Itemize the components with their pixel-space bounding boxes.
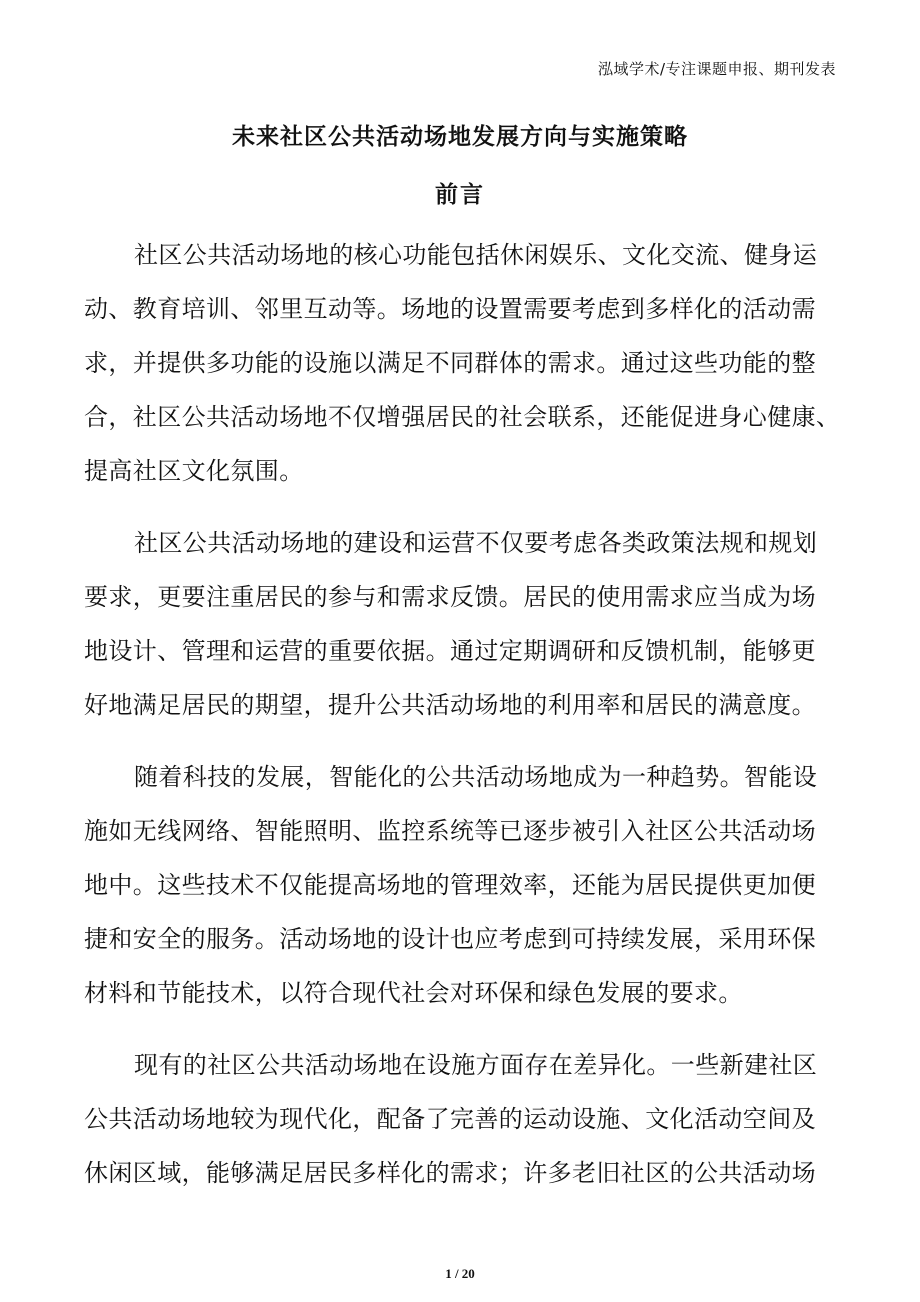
page-number: 1 / 20 (445, 1266, 475, 1281)
document-title: 未来社区公共活动场地发展方向与实施策略 (232, 124, 688, 150)
paragraph-4 (84, 1038, 854, 1200)
paragraph-line: 施如无线网络、智能照明、监控系统等已逐步被引入社区公共活动场 (84, 817, 816, 845)
paragraph-line: 现有的社区公共活动场地在设施方面存在差异化。一些新建社区 (134, 1051, 818, 1079)
paragraph-line: 地设计、管理和运营的重要依据。通过定期调研和反馈机制，能够更 (84, 637, 816, 665)
paragraph-line: 合，社区公共活动场地不仅增强居民的社会联系，还能促进身心健康、 (84, 403, 841, 431)
paragraph-2 (84, 516, 854, 732)
paragraph-line: 提高社区文化氛围。 (84, 457, 304, 485)
paragraph-line: 社区公共活动场地的核心功能包括休闲娱乐、文化交流、健身运 (134, 241, 818, 269)
paragraph-line: 动、教育培训、邻里互动等。场地的设置需要考虑到多样化的活动需 (84, 295, 816, 323)
paragraph-3 (84, 750, 854, 1020)
paragraph-line: 休闲区域，能够满足居民多样化的需求；许多老旧社区的公共活动场 (84, 1159, 816, 1187)
paragraph-line: 公共活动场地较为现代化，配备了完善的运动设施、文化活动空间及 (84, 1105, 816, 1133)
paragraph-line: 地中。这些技术不仅能提高场地的管理效率，还能为居民提供更加便 (84, 871, 816, 899)
paragraph-line: 捷和安全的服务。活动场地的设计也应考虑到可持续发展，采用环保 (84, 925, 816, 953)
paragraph-line: 要求，更要注重居民的参与和需求反馈。居民的使用需求应当成为场 (84, 583, 816, 611)
paragraph-line: 社区公共活动场地的建设和运营不仅要考虑各类政策法规和规划 (134, 529, 818, 557)
paragraph-line: 好地满足居民的期望，提升公共活动场地的利用率和居民的满意度。 (84, 691, 816, 719)
document-body (84, 228, 854, 1218)
paragraph-line: 材料和节能技术，以符合现代社会对环保和绿色发展的要求。 (84, 979, 743, 1007)
paragraph-1 (84, 228, 854, 498)
header-tagline: 泓域学术/专注课题申报、期刊发表 (597, 60, 836, 78)
paragraph-line: 求，并提供多功能的设施以满足不同群体的需求。通过这些功能的整 (84, 349, 816, 377)
section-heading: 前言 (435, 182, 485, 208)
paragraph-line: 随着科技的发展，智能化的公共活动场地成为一种趋势。智能设 (134, 763, 818, 791)
